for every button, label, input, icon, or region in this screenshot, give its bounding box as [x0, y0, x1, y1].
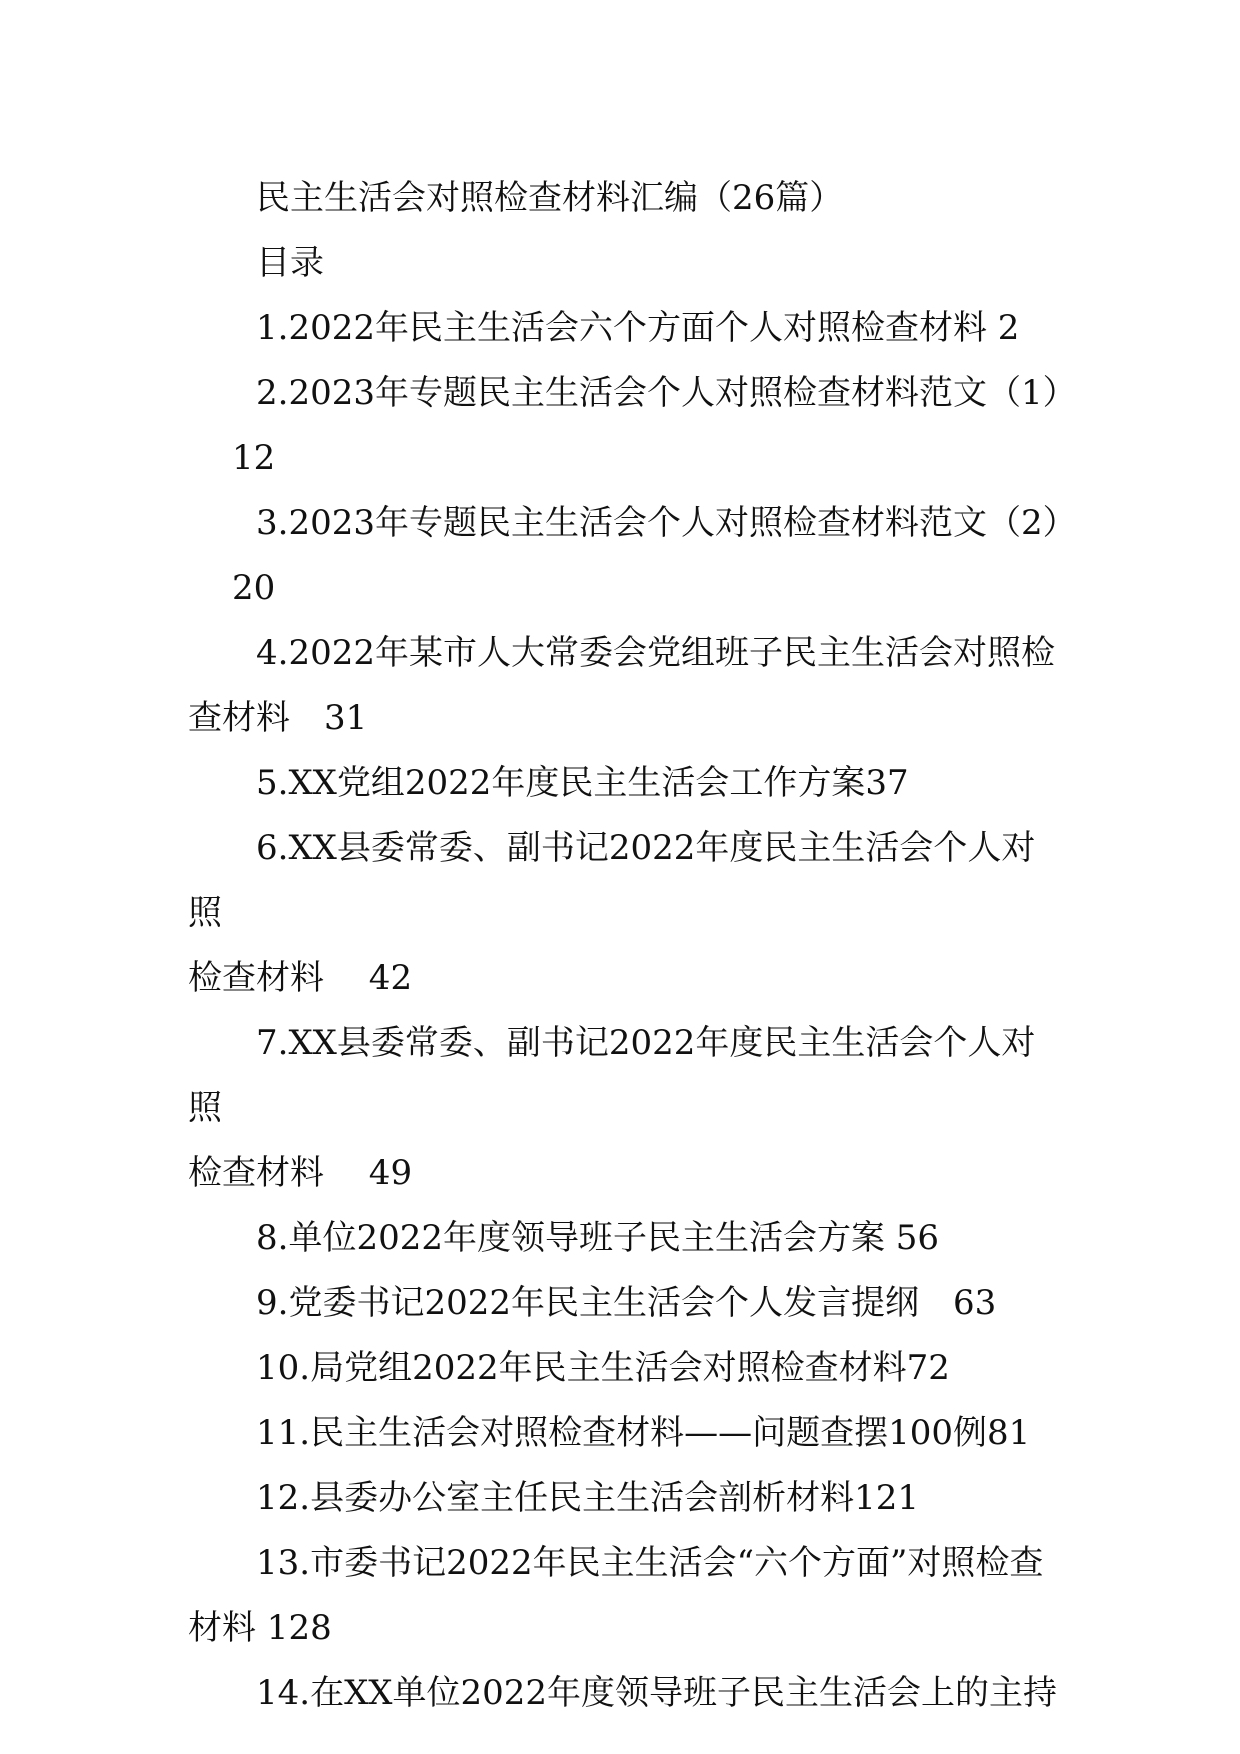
toc-entry-11[interactable]: 11.民主生活会对照检查材料——问题查摆100例81 — [256, 1413, 1031, 1453]
toc-entry-13-continuation[interactable]: 材料 128 — [188, 1608, 332, 1648]
document-content — [188, 166, 1077, 1726]
toc-entry-12[interactable]: 12.县委办公室主任民主生活会剖析材料121 — [256, 1478, 919, 1518]
toc-entry-3-page[interactable]: 20 — [232, 568, 276, 608]
toc-entry-2-page[interactable]: 12 — [232, 438, 276, 478]
toc-entry-14[interactable]: 14.在XX单位2022年度领导班子民主生活会上的主持 — [256, 1673, 1058, 1713]
toc-entry-4[interactable]: 4.2022年某市人大常委会党组班子民主生活会对照检 — [256, 633, 1055, 673]
toc-entry-5[interactable]: 5.XX党组2022年度民主生活会工作方案37 — [256, 763, 909, 803]
toc-entry-3[interactable]: 3.2023年专题民主生活会个人对照检查材料范文（2） — [256, 503, 1077, 543]
toc-entry-6-continuation[interactable]: 检查材料 42 — [188, 958, 413, 998]
toc-entry-4-continuation[interactable]: 查材料 31 — [188, 698, 368, 738]
toc-entry-10[interactable]: 10.局党组2022年民主生活会对照检查材料72 — [256, 1348, 950, 1388]
toc-entry-8[interactable]: 8.单位2022年度领导班子民主生活会方案 56 — [256, 1218, 940, 1258]
toc-entry-2[interactable]: 2.2023年专题民主生活会个人对照检查材料范文（1） — [256, 373, 1077, 413]
toc-entry-7-continuation[interactable]: 检查材料 49 — [188, 1153, 413, 1193]
toc-entry-9[interactable]: 9.党委书记2022年民主生活会个人发言提纲 63 — [256, 1283, 997, 1323]
toc-entry-6[interactable]: 6.XX县委常委、副书记2022年度民主生活会个人对照 — [188, 828, 1036, 933]
document-title: 民主生活会对照检查材料汇编（26篇） — [256, 178, 844, 218]
toc-entry-1[interactable]: 1.2022年民主生活会六个方面个人对照检查材料 2 — [256, 308, 1020, 348]
toc-heading: 目录 — [256, 243, 324, 283]
toc-entry-7[interactable]: 7.XX县委常委、副书记2022年度民主生活会个人对照 — [188, 1023, 1036, 1128]
toc-entry-13[interactable]: 13.市委书记2022年民主生活会“六个方面”对照检查 — [256, 1543, 1044, 1583]
